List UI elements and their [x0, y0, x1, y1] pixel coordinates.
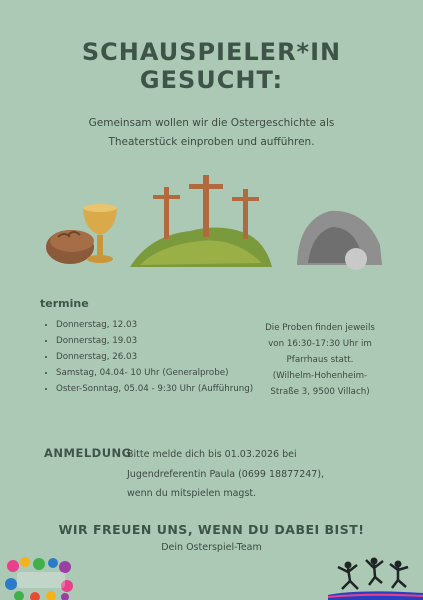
termine-item: • Donnerstag, 26.03: [56, 349, 253, 365]
three-crosses-icon: [153, 175, 259, 239]
closing-signature: Dein Osterspiel-Team: [161, 542, 262, 553]
note-line: Die Proben finden jeweils: [265, 323, 375, 333]
title-line-1: SCHAUSPIELER*IN: [81, 38, 342, 66]
termine-item: • Samstag, 04.04- 10 Uhr (Generalprobe): [56, 365, 253, 381]
note-line: Pfarrhaus statt.: [286, 355, 354, 365]
termine-heading: termine: [40, 297, 89, 310]
anmeldung-text: [127, 445, 367, 504]
termine-list: [44, 317, 253, 397]
anmeldung-line: Bitte melde dich bis 01.03.2026 bei: [127, 449, 297, 460]
termine-item: • Donnerstag, 12.03: [56, 317, 253, 333]
intro-line-2: Theaterstück einproben und aufführen.: [108, 136, 315, 148]
anmeldung-label: ANMELDUNG: [44, 446, 132, 460]
note-line: (Wilhelm-Hohenheim-: [272, 371, 368, 381]
intro-line-1: Gemeinsam wollen wir die Ostergeschichte als: [88, 117, 335, 129]
note-line: Straße 3, 9500 Villach): [270, 387, 370, 397]
title-line-2: GESUCHT:: [139, 66, 284, 94]
hill-icon: [130, 227, 272, 267]
intro-text: [0, 114, 423, 152]
closing-thanks: WIR FREUEN UNS, WENN DU DABEI BIST!: [58, 522, 365, 537]
anmeldung-line: wenn du mitspielen magst.: [127, 488, 257, 499]
jumping-people-icon: [328, 555, 423, 600]
bread-icon: [46, 230, 94, 264]
easter-illustration: [40, 175, 390, 275]
tomb-stone-icon: [297, 211, 382, 270]
note-line: von 16:30-17:30 Uhr im: [268, 339, 372, 349]
rehearsal-note: [258, 320, 382, 400]
anmeldung-line: Jugendreferentin Paula (0699 18877247),: [127, 468, 325, 480]
termine-item: • Donnerstag, 19.03: [56, 333, 253, 349]
termine-item: • Oster-Sonntag, 05.04 - 9:30 Uhr (Aufführung): [56, 381, 253, 397]
kinderkirche-logo: [5, 556, 77, 600]
